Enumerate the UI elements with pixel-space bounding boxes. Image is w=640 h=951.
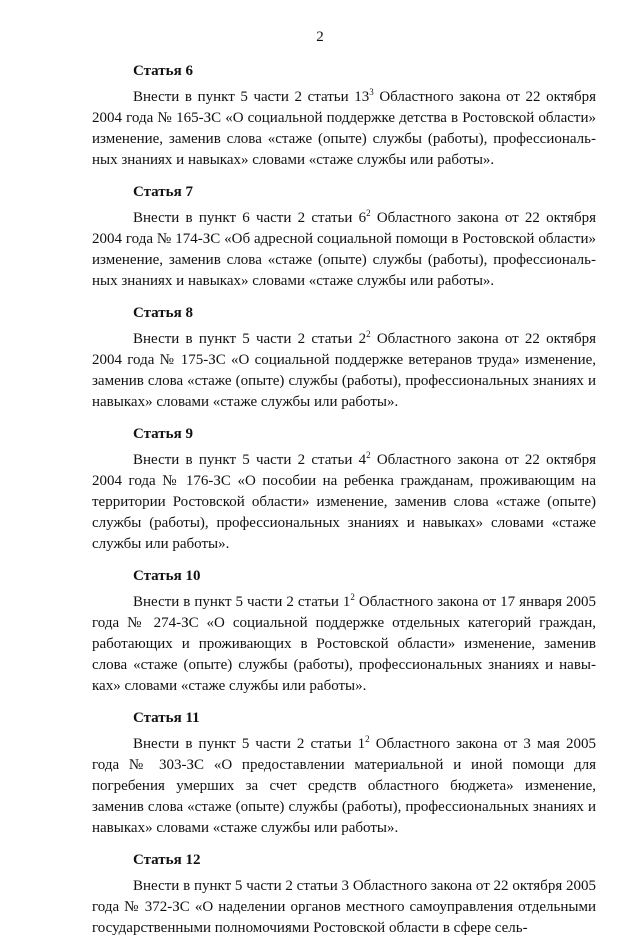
article-8 bbox=[92, 304, 596, 413]
superscript-index: 2 bbox=[350, 592, 355, 602]
superscript-index: 3 bbox=[369, 87, 374, 97]
article-7 bbox=[92, 183, 596, 292]
page-number: 2 bbox=[316, 29, 324, 45]
article-text bbox=[92, 208, 596, 292]
article-text-start: Внести в пункт 5 части 2 статьи 2 bbox=[133, 331, 367, 347]
article-10 bbox=[92, 567, 596, 697]
article-title: Статья 8 bbox=[133, 305, 193, 321]
article-text-rest: Областного закона от 22 октября 2004 года № 174-ЗС «Об адресной социальной помощи в Ростовской области» изменение, заменив слова «стаже (опыте) службы (работы), профессиональных знаниях и навыках» словами «стаже службы или работы». bbox=[92, 210, 596, 289]
article-title: Статья 6 bbox=[133, 63, 193, 79]
article-text-start: Внести в пункт 5 части 2 статьи 1 bbox=[133, 594, 351, 610]
superscript-index: 2 bbox=[366, 329, 371, 339]
article-text bbox=[92, 876, 596, 939]
article-9 bbox=[92, 425, 596, 555]
article-text-start: Внести в пункт 5 части 2 статьи 3 Областного закона от 22 октября 2005 года № 372-ЗС «О наделении органов местного самоуправления отдельными государственными полномочиями Ростовской области в сфере сель- bbox=[92, 878, 596, 936]
article-title: Статья 7 bbox=[133, 184, 193, 200]
article-text bbox=[92, 592, 596, 697]
article-title: Статья 10 bbox=[133, 568, 201, 584]
article-text-rest: Областного закона от 22 октября 2004 года № 165-ЗС «О социальной поддержке детства в Ростовской области» изменение, заменив слова «стаже (опыте) службы (работы), профессиональных знаниях и навыках» словами «стаже службы или работы». bbox=[92, 89, 596, 168]
article-text-start: Внести в пункт 5 части 2 статьи 13 bbox=[133, 89, 370, 105]
article-title: Статья 9 bbox=[133, 426, 193, 442]
article-title: Статья 11 bbox=[133, 710, 200, 726]
article-text-rest: Областного закона от 22 октября 2004 года № 175-ЗС «О социальной поддержке ветеранов труда» изменение, заменив слова «стаже (опыте) службы (работы), профессиональных знаниях и навыках» словами «стаже службы или работы». bbox=[92, 331, 596, 410]
article-text-rest: Областного закона от 22 октября 2004 года № 176-ЗС «О пособии на ребенка гражданам, проживающим на территории Ростовской области» изменение, заменив слова «стаже (опыте) службы (работы), профессиональных знаниях и навыках» словами «стаже службы или работы». bbox=[92, 452, 596, 552]
superscript-index: 2 bbox=[366, 208, 371, 218]
article-text-start: Внести в пункт 5 части 2 статьи 4 bbox=[133, 452, 367, 468]
article-text-start: Внести в пункт 6 части 2 статьи 6 bbox=[133, 210, 367, 226]
superscript-index: 2 bbox=[365, 734, 370, 744]
document-body bbox=[92, 62, 596, 951]
article-text bbox=[92, 734, 596, 839]
article-12 bbox=[92, 851, 596, 939]
article-11 bbox=[92, 709, 596, 839]
article-text bbox=[92, 450, 596, 555]
superscript-index: 2 bbox=[366, 450, 371, 460]
article-6 bbox=[92, 62, 596, 171]
article-text-start: Внести в пункт 5 части 2 статьи 1 bbox=[133, 736, 366, 752]
article-title: Статья 12 bbox=[133, 852, 201, 868]
article-text-rest: Областного закона от 17 января 2005 года № 274-ЗС «О социальной поддержке отдельных категорий граждан, работающих и проживающих в Ростовской области» изменение, заменив слова «стаже (опыте) службы (работы), профессиональных знаниях и навыках» словами «стаже службы или работы». bbox=[92, 594, 596, 694]
article-text-rest: Областного закона от 3 мая 2005 года № 303-ЗС «О предоставлении материальной и иной помощи для погребения умерших за счет средств областного бюджета» изменение, заменив слова «стаже (опыте) службы (работы), профессиональных знаниях и навыках» словами «стаже службы или работы». bbox=[92, 736, 596, 836]
article-text bbox=[92, 87, 596, 171]
article-text bbox=[92, 329, 596, 413]
